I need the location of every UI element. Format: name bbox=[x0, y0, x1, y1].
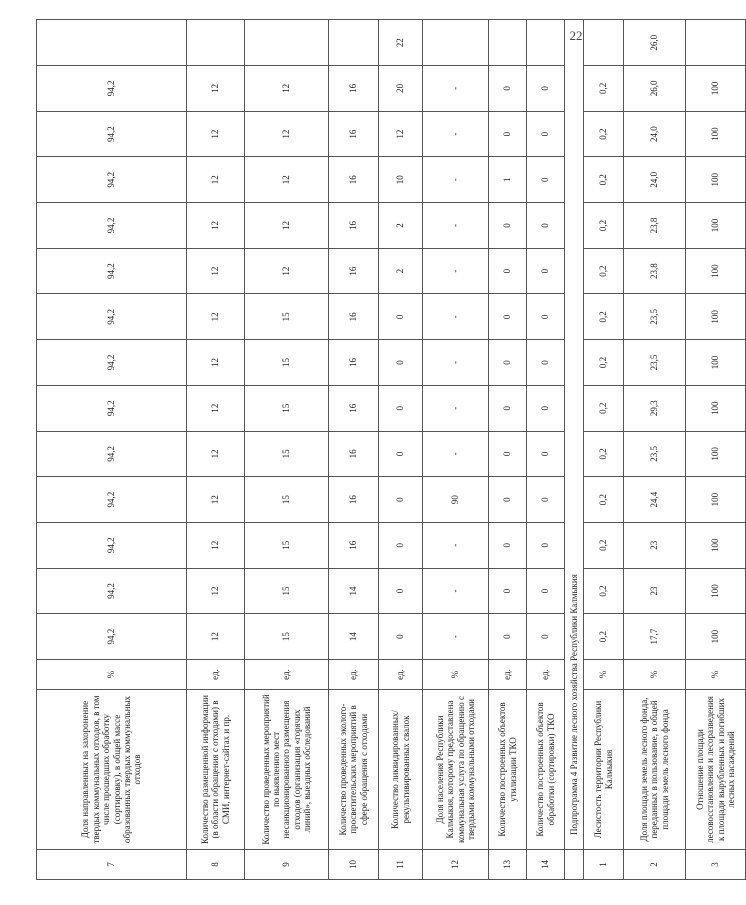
value-cell: 12 bbox=[187, 66, 245, 112]
value-cell: 23,5 bbox=[624, 431, 686, 477]
value-cell: 16 bbox=[329, 294, 379, 340]
value-cell: 17,7 bbox=[624, 614, 686, 660]
value-cell: 0 bbox=[489, 477, 527, 523]
indicator-name: Количество проведенных эколого-просветительских мероприятий в сфере обращения с отходами bbox=[329, 690, 379, 850]
value-cell: 0 bbox=[489, 248, 527, 294]
value-cell: 15 bbox=[245, 477, 329, 523]
unit-cell: ед. bbox=[379, 660, 423, 690]
empty-cell bbox=[187, 20, 245, 66]
value-cell: 16 bbox=[329, 203, 379, 249]
value-cell: 12 bbox=[187, 431, 245, 477]
empty-cell bbox=[245, 20, 329, 66]
value-cell: 0 bbox=[527, 111, 565, 157]
value-cell: 0 bbox=[527, 248, 565, 294]
unit-cell: % bbox=[686, 660, 746, 690]
row-number: 14 bbox=[527, 850, 565, 880]
indicator-name: Отношение площади лесовосстановления и лесоразведения к площади вырубленных и погибших лесных насаждений bbox=[686, 690, 746, 850]
table-row bbox=[584, 20, 624, 880]
value-cell: 0,2 bbox=[584, 66, 624, 112]
value-cell: 0 bbox=[489, 431, 527, 477]
value-cell: 14 bbox=[329, 568, 379, 614]
value-cell: 100 bbox=[686, 111, 746, 157]
empty-cell bbox=[37, 20, 187, 66]
value-cell: 12 bbox=[379, 111, 423, 157]
value-cell: 0 bbox=[379, 294, 423, 340]
value-cell: 0 bbox=[489, 111, 527, 157]
row-number: 9 bbox=[245, 850, 329, 880]
value-cell: 12 bbox=[187, 522, 245, 568]
value-cell: - bbox=[423, 614, 489, 660]
value-cell: 15 bbox=[245, 614, 329, 660]
value-cell: 100 bbox=[686, 431, 746, 477]
section-empty-cell bbox=[565, 850, 584, 880]
value-cell: 100 bbox=[686, 248, 746, 294]
value-cell: 24,0 bbox=[624, 111, 686, 157]
indicator-name: Доля направленных на захоронение твердых коммунальных отходов, в том числе прошедших обработку (сортировку), в общей массе образованных твердых коммунальных отходов bbox=[37, 690, 187, 850]
value-cell: 16 bbox=[329, 157, 379, 203]
value-cell: 0,2 bbox=[584, 431, 624, 477]
value-cell: 0 bbox=[379, 431, 423, 477]
value-cell: 100 bbox=[686, 614, 746, 660]
indicator-name: Количество ликвидированных/рекультивированных свалок bbox=[379, 690, 423, 850]
value-cell: 0 bbox=[489, 294, 527, 340]
value-cell: 0 bbox=[527, 157, 565, 203]
value-cell: 94,2 bbox=[37, 294, 187, 340]
value-cell: 0,2 bbox=[584, 614, 624, 660]
empty-cell bbox=[527, 20, 565, 66]
value-cell: 2 bbox=[379, 248, 423, 294]
value-cell: 0,2 bbox=[584, 385, 624, 431]
value-cell: 0,2 bbox=[584, 294, 624, 340]
row-number: 12 bbox=[423, 850, 489, 880]
table-row bbox=[329, 20, 379, 880]
value-cell: 94,2 bbox=[37, 431, 187, 477]
section-title: Подпрограмма 4 Развитие лесного хозяйства Республики Калмыкия bbox=[565, 20, 584, 850]
value-cell: 100 bbox=[686, 522, 746, 568]
value-cell: 90 bbox=[423, 477, 489, 523]
value-cell: 12 bbox=[245, 111, 329, 157]
value-cell: 0 bbox=[489, 522, 527, 568]
value-cell: 0,2 bbox=[584, 340, 624, 386]
value-cell: 0,2 bbox=[584, 568, 624, 614]
value-cell: 94,2 bbox=[37, 111, 187, 157]
value-cell: 23,8 bbox=[624, 248, 686, 294]
empty-cell bbox=[686, 20, 746, 66]
value-cell: 0 bbox=[489, 385, 527, 431]
value-cell: 15 bbox=[245, 431, 329, 477]
value-cell: 0,2 bbox=[584, 248, 624, 294]
indicator-name: Количество построенных объектов обработки (сортировки) ТКО bbox=[527, 690, 565, 850]
value-cell: 100 bbox=[686, 157, 746, 203]
value-cell: 12 bbox=[187, 157, 245, 203]
value-cell: 24,4 bbox=[624, 477, 686, 523]
value-cell: 0,2 bbox=[584, 203, 624, 249]
empty-cell bbox=[423, 20, 489, 66]
indicator-name: Лесистость территории Республики Калмыкия bbox=[584, 690, 624, 850]
value-cell: 100 bbox=[686, 340, 746, 386]
value-cell: - bbox=[423, 111, 489, 157]
value-cell: 0 bbox=[379, 614, 423, 660]
row-number: 1 bbox=[584, 850, 624, 880]
value-cell: 12 bbox=[187, 294, 245, 340]
table-row bbox=[379, 20, 423, 880]
value-cell: 23,5 bbox=[624, 294, 686, 340]
value-cell: - bbox=[423, 568, 489, 614]
row-number: 11 bbox=[379, 850, 423, 880]
value-cell: 0 bbox=[527, 203, 565, 249]
value-cell: 0,2 bbox=[584, 522, 624, 568]
value-cell: 0 bbox=[379, 522, 423, 568]
value-cell: 16 bbox=[329, 522, 379, 568]
value-cell: 24,0 bbox=[624, 157, 686, 203]
value-cell: 0 bbox=[527, 477, 565, 523]
empty-cell bbox=[584, 20, 624, 66]
value-cell: - bbox=[423, 385, 489, 431]
value-cell: 94,2 bbox=[37, 522, 187, 568]
value-cell: 0 bbox=[379, 340, 423, 386]
value-cell: 15 bbox=[245, 385, 329, 431]
value-cell: 15 bbox=[245, 294, 329, 340]
table-row bbox=[527, 20, 565, 880]
value-cell: 26,0 bbox=[624, 66, 686, 112]
row-number: 8 bbox=[187, 850, 245, 880]
value-cell: 20 bbox=[379, 66, 423, 112]
indicator-name: Количество построенных объектов утилизации ТКО bbox=[489, 690, 527, 850]
value-cell: 100 bbox=[686, 477, 746, 523]
value-cell: 2 bbox=[379, 203, 423, 249]
value-cell: 0 bbox=[527, 340, 565, 386]
value-cell: 0,2 bbox=[584, 157, 624, 203]
value-cell: 12 bbox=[187, 340, 245, 386]
value-cell: - bbox=[423, 431, 489, 477]
table-row bbox=[489, 20, 527, 880]
value-cell: 16 bbox=[329, 111, 379, 157]
value-cell: 10 bbox=[379, 157, 423, 203]
value-cell: 12 bbox=[187, 568, 245, 614]
value-cell: 12 bbox=[187, 477, 245, 523]
value-cell: 0 bbox=[527, 294, 565, 340]
value-cell: - bbox=[423, 157, 489, 203]
table-row bbox=[686, 20, 746, 880]
indicator-name: Доля площади земель лесного фонда, переданных в пользование, в общей площади земель лесного фонда bbox=[624, 690, 686, 850]
section-row bbox=[565, 20, 584, 880]
value-cell: 22 bbox=[379, 20, 423, 66]
value-cell: 16 bbox=[329, 385, 379, 431]
unit-cell: ед. bbox=[187, 660, 245, 690]
value-cell: 12 bbox=[187, 203, 245, 249]
value-cell: 100 bbox=[686, 568, 746, 614]
value-cell: 100 bbox=[686, 294, 746, 340]
value-cell: 1 bbox=[489, 157, 527, 203]
value-cell: 15 bbox=[245, 340, 329, 386]
value-cell: 94,2 bbox=[37, 203, 187, 249]
unit-cell: ед. bbox=[489, 660, 527, 690]
indicator-name: Количество размещенной информации (в области обращения с отходами) в СМИ, интернет-сайтах и пр. bbox=[187, 690, 245, 850]
value-cell: 100 bbox=[686, 385, 746, 431]
value-cell: 0 bbox=[527, 66, 565, 112]
value-cell: 0 bbox=[527, 385, 565, 431]
value-cell: 0,2 bbox=[584, 477, 624, 523]
value-cell: 94,2 bbox=[37, 248, 187, 294]
table-row bbox=[624, 20, 686, 880]
value-cell: - bbox=[423, 340, 489, 386]
value-cell: 23,8 bbox=[624, 203, 686, 249]
value-cell: 15 bbox=[245, 522, 329, 568]
value-cell: 94,2 bbox=[37, 568, 187, 614]
value-cell: 16 bbox=[329, 431, 379, 477]
value-cell: - bbox=[423, 522, 489, 568]
row-number: 2 bbox=[624, 850, 686, 880]
value-cell: 0 bbox=[527, 614, 565, 660]
value-cell: 0 bbox=[527, 431, 565, 477]
value-cell: 94,2 bbox=[37, 157, 187, 203]
value-cell: 12 bbox=[187, 385, 245, 431]
row-number: 10 bbox=[329, 850, 379, 880]
unit-cell: % bbox=[584, 660, 624, 690]
value-cell: 26,0 bbox=[624, 20, 686, 66]
indicator-name: Доля населения Республики Калмыкия, которому предоставлена коммунальная услуга по обращению с твердыми коммунальными отходами bbox=[423, 690, 489, 850]
value-cell: 100 bbox=[686, 203, 746, 249]
value-cell: 23 bbox=[624, 568, 686, 614]
value-cell: 23 bbox=[624, 522, 686, 568]
value-cell: 12 bbox=[187, 614, 245, 660]
value-cell: 16 bbox=[329, 340, 379, 386]
unit-cell: ед. bbox=[245, 660, 329, 690]
table-row bbox=[245, 20, 329, 880]
value-cell: 12 bbox=[187, 111, 245, 157]
value-cell: 94,2 bbox=[37, 477, 187, 523]
value-cell: 0 bbox=[489, 568, 527, 614]
indicator-name: Количество проведенных мероприятий по выявлению мест несанкционированного размещения отходов (организация «горячих линий», выездных обследований bbox=[245, 690, 329, 850]
value-cell: 94,2 bbox=[37, 614, 187, 660]
value-cell: 12 bbox=[245, 157, 329, 203]
value-cell: 29,3 bbox=[624, 385, 686, 431]
value-cell: 94,2 bbox=[37, 385, 187, 431]
row-number: 7 bbox=[37, 850, 187, 880]
value-cell: 100 bbox=[686, 66, 746, 112]
table-row bbox=[37, 20, 187, 880]
value-cell: 0 bbox=[489, 66, 527, 112]
value-cell: 94,2 bbox=[37, 340, 187, 386]
table-row bbox=[423, 20, 489, 880]
value-cell: 23,5 bbox=[624, 340, 686, 386]
unit-cell: ед. bbox=[329, 660, 379, 690]
value-cell: 0 bbox=[379, 385, 423, 431]
empty-cell bbox=[329, 20, 379, 66]
indicator-table bbox=[36, 19, 746, 880]
value-cell: 0 bbox=[489, 203, 527, 249]
value-cell: 12 bbox=[245, 203, 329, 249]
value-cell: 94,2 bbox=[37, 66, 187, 112]
value-cell: 0 bbox=[489, 614, 527, 660]
empty-cell bbox=[489, 20, 527, 66]
page-number: 22 bbox=[569, 28, 583, 43]
value-cell: 12 bbox=[245, 66, 329, 112]
value-cell: 12 bbox=[245, 248, 329, 294]
table-row bbox=[187, 20, 245, 880]
value-cell: 0 bbox=[379, 477, 423, 523]
unit-cell: % bbox=[423, 660, 489, 690]
row-number: 13 bbox=[489, 850, 527, 880]
value-cell: 15 bbox=[245, 568, 329, 614]
unit-cell: % bbox=[37, 660, 187, 690]
value-cell: 16 bbox=[329, 477, 379, 523]
value-cell: 0 bbox=[527, 568, 565, 614]
value-cell: 0 bbox=[527, 522, 565, 568]
value-cell: - bbox=[423, 248, 489, 294]
value-cell: 16 bbox=[329, 66, 379, 112]
value-cell: - bbox=[423, 66, 489, 112]
value-cell: 0,2 bbox=[584, 111, 624, 157]
row-number: 3 bbox=[686, 850, 746, 880]
value-cell: - bbox=[423, 294, 489, 340]
unit-cell: ед. bbox=[527, 660, 565, 690]
indicator-table-wrapper bbox=[36, 20, 736, 880]
unit-cell: % bbox=[624, 660, 686, 690]
value-cell: 12 bbox=[187, 248, 245, 294]
value-cell: 0 bbox=[489, 340, 527, 386]
value-cell: 0 bbox=[379, 568, 423, 614]
value-cell: 14 bbox=[329, 614, 379, 660]
value-cell: 16 bbox=[329, 248, 379, 294]
value-cell: - bbox=[423, 203, 489, 249]
